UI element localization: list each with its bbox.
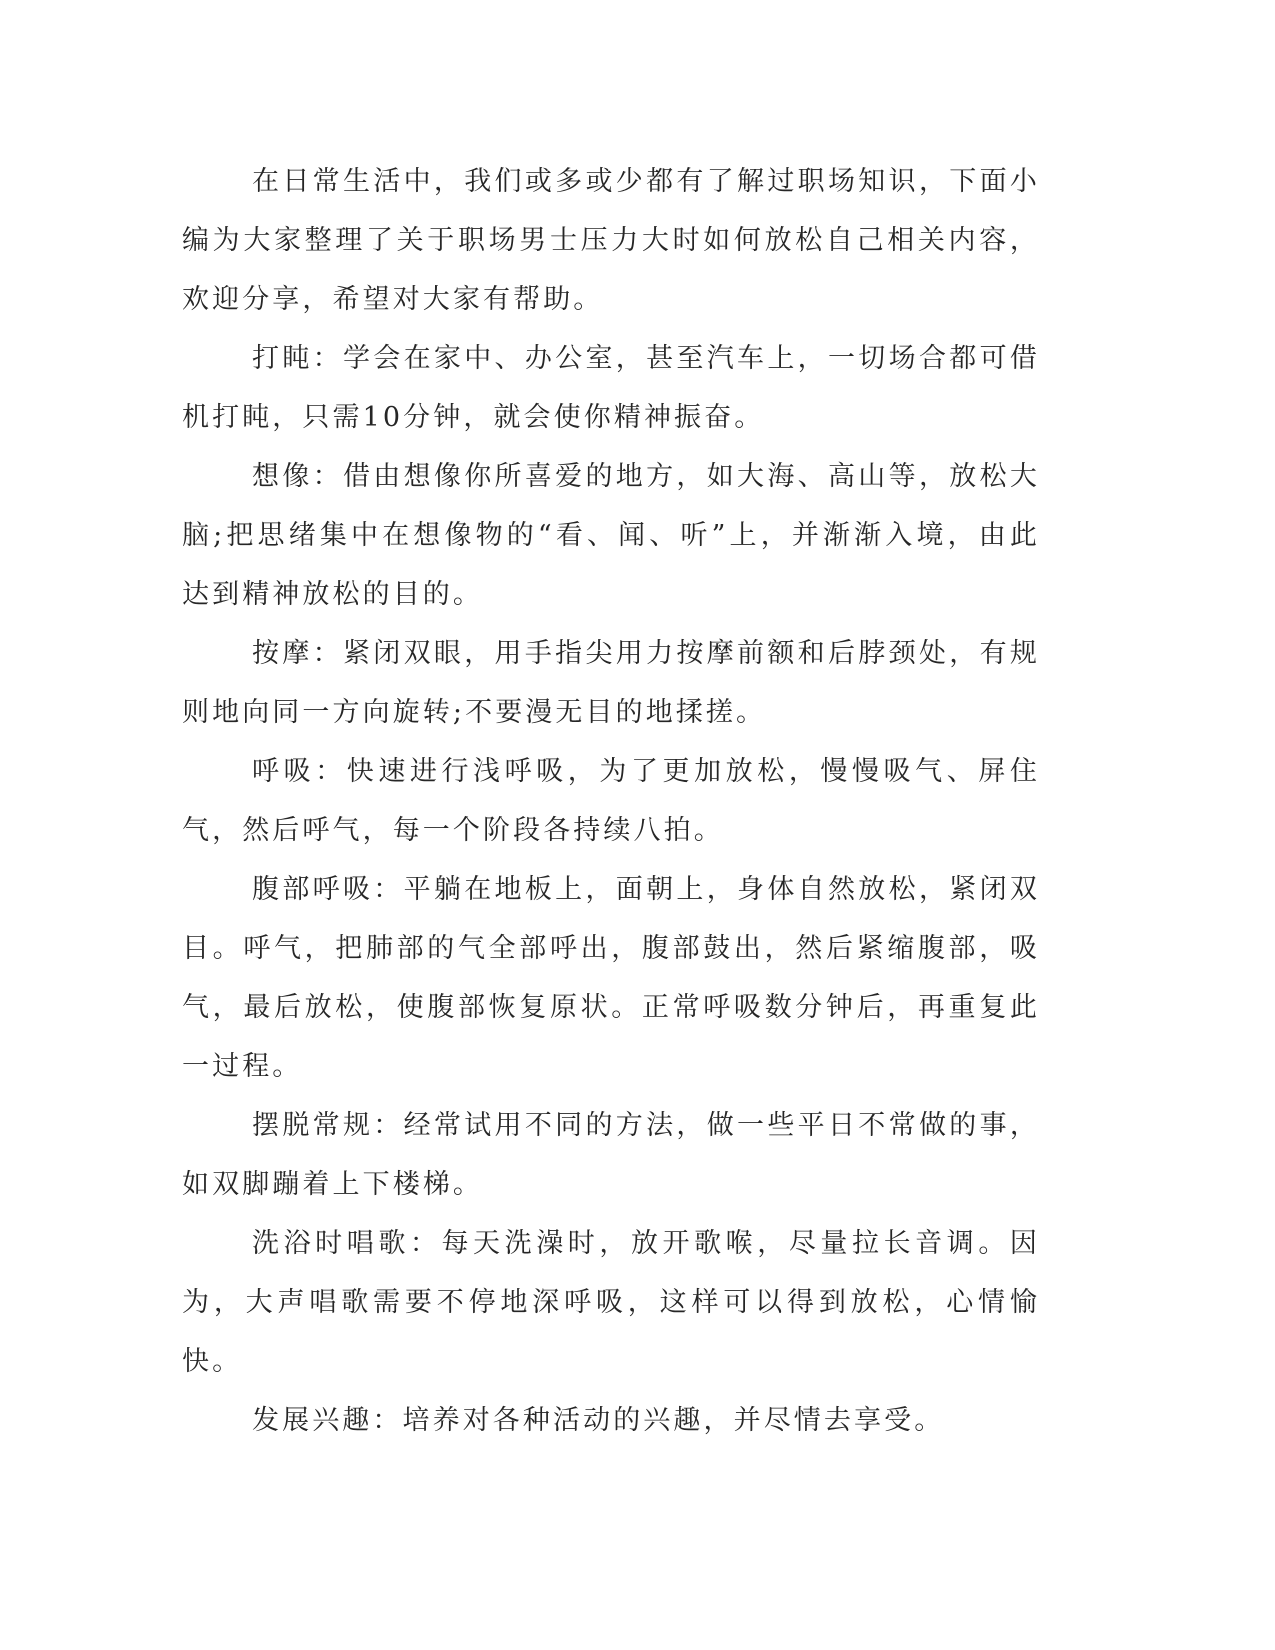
paragraph-breathing: 呼吸：快速进行浅呼吸，为了更加放松，慢慢吸气、屏住气，然后呼气，每一个阶段各持续八拍。 [182,756,1040,846]
paragraph-nap: 打盹：学会在家中、办公室，甚至汽车上，一切场合都可借机打盹，只需10分钟，就会使你精神振奋。 [182,343,1040,433]
document-body [182,152,1040,1450]
paragraph-sing-in-shower: 洗浴时唱歌：每天洗澡时，放开歌喉，尽量拉长音调。因为，大声唱歌需要不停地深呼吸，这样可以得到放松，心情愉快。 [182,1228,1040,1377]
paragraph-develop-interests: 发展兴趣：培养对各种活动的兴趣，并尽情去享受。 [252,1405,945,1436]
paragraph-massage: 按摩：紧闭双眼，用手指尖用力按摩前额和后脖颈处，有规则地向同一方向旋转;不要漫无目的地揉搓。 [182,638,1040,728]
paragraph-intro: 在日常生活中，我们或多或少都有了解过职场知识，下面小编为大家整理了关于职场男士压力大时如何放松自己相关内容，欢迎分享，希望对大家有帮助。 [182,166,1040,315]
paragraph-imagine: 想像：借由想像你所喜爱的地方，如大海、高山等，放松大脑;把思绪集中在想像物的“看、闻、听”上，并渐渐入境，由此达到精神放松的目的。 [182,461,1040,610]
paragraph-break-routine: 摆脱常规：经常试用不同的方法，做一些平日不常做的事，如双脚蹦着上下楼梯。 [182,1110,1040,1200]
paragraph-abdominal-breathing: 腹部呼吸：平躺在地板上，面朝上，身体自然放松，紧闭双目。呼气，把肺部的气全部呼出，腹部鼓出，然后紧缩腹部，吸气，最后放松，使腹部恢复原状。正常呼吸数分钟后，再重复此一过程。 [182,874,1040,1082]
